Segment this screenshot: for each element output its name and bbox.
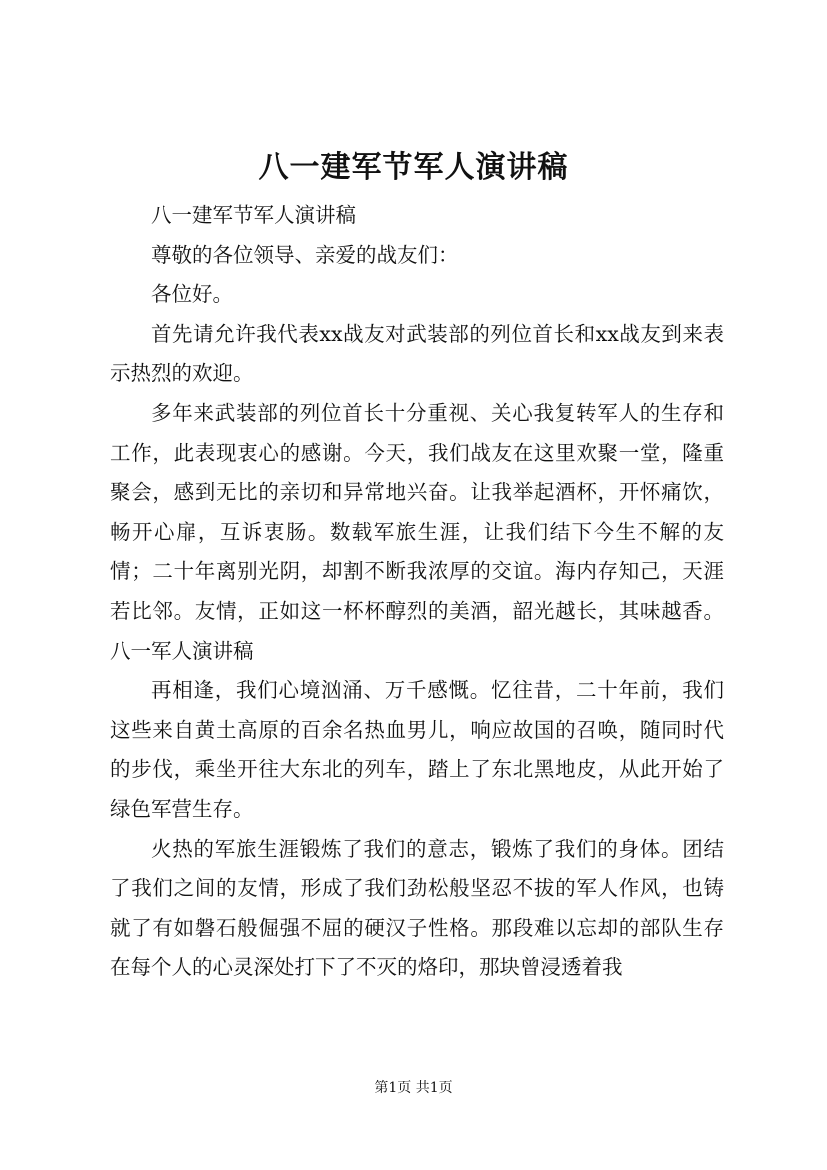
page-number-footer: 第1页 共1页 (374, 1080, 453, 1096)
paragraph-military-life: 火热的军旅生涯锻炼了我们的意志，锻炼了我们的身体。团结了我们之间的友情，形成了我们劲松般坚忍不拔的军人作风，也铸就了有如磐石般倔强不屈的硬汉子性格。那段难以忘却的部队生存在每个人的心灵深处打下了不灭的烙印，那块曾浸透着我 (110, 836, 724, 980)
paragraph-thanks: 多年来武装部的列位首长十分重视、关心我复转军人的生存和工作，此表现衷心的感谢。今天，我们战友在这里欢聚一堂，隆重聚会，感到无比的亲切和异常地兴奋。让我举起酒杯，开怀痛饮，畅开心扉，互诉衷肠。数载军旅生涯，让我们结下今生不解的友情；二十年离别光阴，却割不断我浓厚的交谊。海内存知己，天涯若比邻。友情，正如这一杯杯醇烈的美酒，韶光越长，其味越香。八一军人演讲稿 (110, 400, 724, 663)
document-title: 八一建军节军人演讲稿 (258, 150, 569, 185)
paragraph-heading: 八一建军节军人演讲稿 (151, 203, 356, 227)
paragraph-reunion: 再相逢，我们心境汹涌、万千感慨。忆往昔，二十年前，我们这些来自黄土高原的百余名热血男儿，响应故国的召唤，随同时代的步伐，乘坐开往大东北的列车，踏上了东北黑地皮，从此开始了绿色军营生存。 (110, 678, 724, 821)
paragraph-greeting: 各位好。 (151, 282, 233, 307)
paragraph-salutation: 尊敬的各位领导、亲爱的战友们： (151, 242, 459, 267)
paragraph-welcome: 首先请允许我代表xx战友对武装部的列位首长和xx战友到来表示热烈的欢迎。 (110, 321, 724, 386)
document-body (110, 196, 724, 988)
